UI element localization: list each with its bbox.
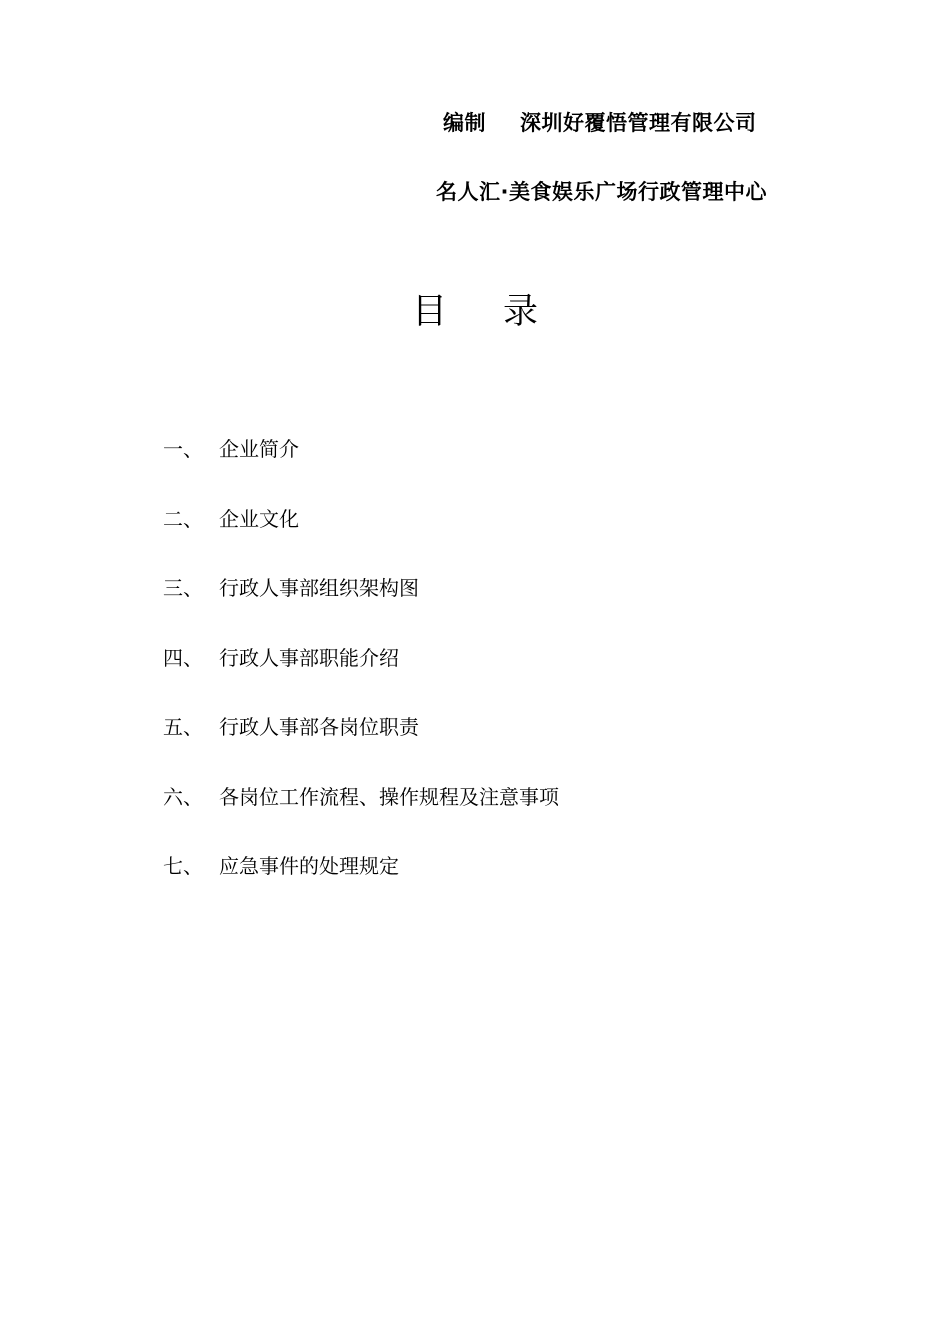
toc-item-number: 二、 [163, 506, 203, 531]
toc-item [163, 853, 559, 923]
toc-item-number: 七、 [163, 854, 203, 878]
toc-item-number: 三、 [163, 576, 203, 600]
toc-item-number: 四、 [163, 645, 203, 670]
toc-item-text: 各岗位工作流程、操作规程及注意事项 [219, 784, 559, 809]
toc-item-text: 企业文化 [219, 506, 299, 531]
toc-item [163, 784, 559, 854]
toc-item-text: 企业简介 [219, 437, 299, 461]
prepared-label: 编制 [443, 111, 486, 135]
toc-item [163, 645, 559, 715]
prepared-by-line [443, 107, 757, 137]
toc-item [163, 575, 559, 645]
toc-title [0, 284, 950, 334]
toc-item [163, 714, 559, 784]
toc-item-number: 五、 [163, 715, 203, 739]
toc-title-char-1: 目 [411, 292, 447, 332]
toc-item [163, 506, 559, 576]
toc-item-number: 一、 [163, 437, 203, 461]
center-name: 名人汇·美食娱乐广场行政管理中心 [436, 180, 767, 204]
toc-item [163, 436, 559, 506]
toc-item-text: 行政人事部职能介绍 [219, 645, 399, 670]
toc-title-char-2: 录 [503, 292, 539, 332]
toc-item-number: 六、 [163, 784, 203, 809]
toc-list [163, 436, 559, 923]
toc-item-text: 行政人事部各岗位职责 [219, 715, 419, 739]
toc-item-text: 行政人事部组织架构图 [219, 576, 419, 600]
toc-item-text: 应急事件的处理规定 [219, 854, 399, 878]
company-name: 深圳好覆悟管理有限公司 [520, 111, 757, 135]
